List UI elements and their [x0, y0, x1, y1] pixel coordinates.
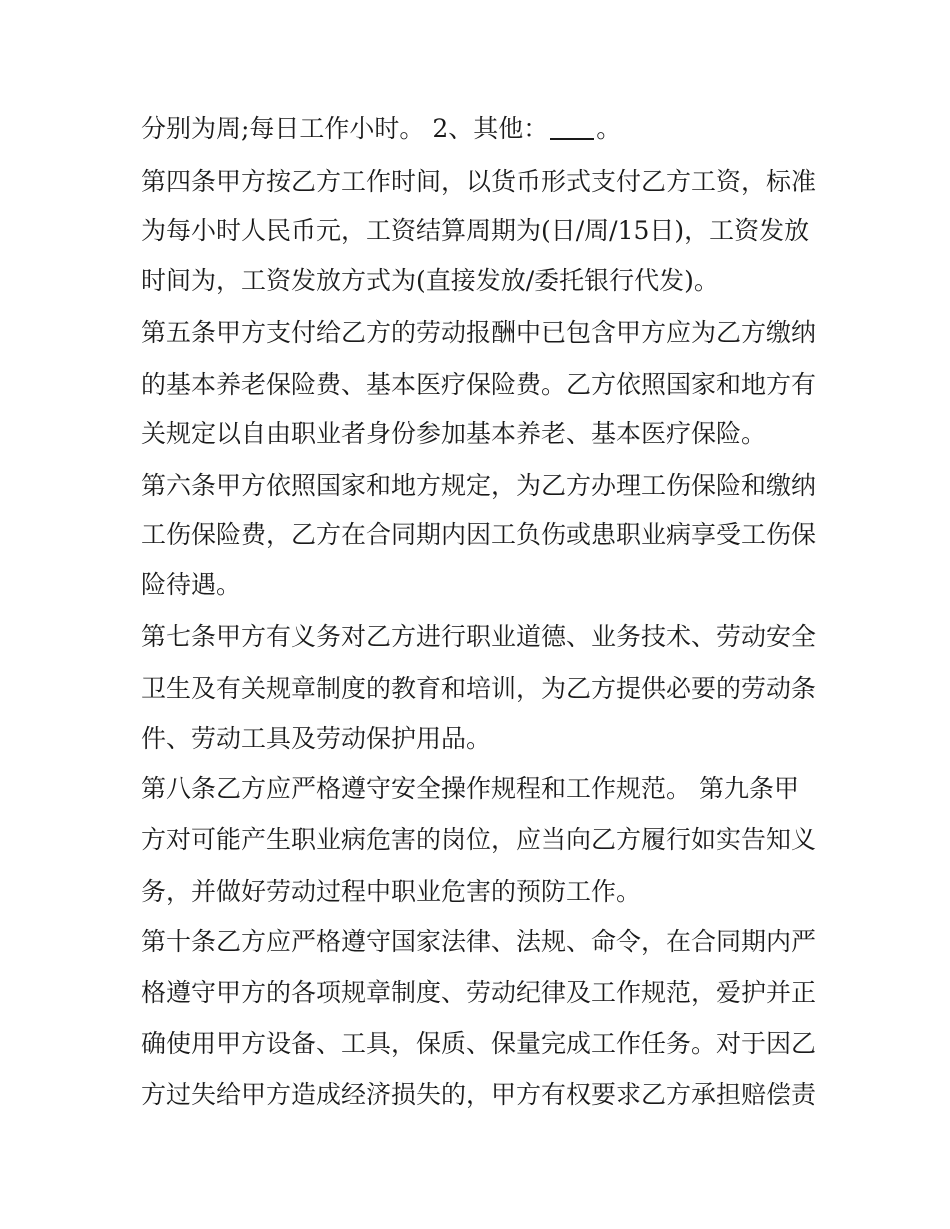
- text-line-19: 确使用甲方设备、工具，保质、保量完成工作任务。对于因乙: [141, 1029, 817, 1058]
- text-line-1: [141, 110, 821, 148]
- text-line-14: 第八条乙方应严格遵守安全操作规程和工作规范。 第九条甲: [141, 774, 799, 803]
- text-line-2: 第四条甲方按乙方工作时间，以货币形式支付乙方工资，标准: [141, 167, 817, 196]
- text-line-11: 第七条甲方有义务对乙方进行职业道德、业务技术、劳动安全: [141, 622, 817, 651]
- text-line-16: 务，并做好劳动过程中职业危害的预防工作。: [141, 877, 642, 906]
- text-line-6: 的基本养老保险费、基本医疗保险费。乙方依照国家和地方有: [141, 370, 817, 399]
- text-line-15: 方对可能产生职业病危害的岗位，应当向乙方履行如实告知义: [141, 825, 817, 854]
- text-line-8: 第六条甲方依照国家和地方规定，为乙方办理工伤保险和缴纳: [141, 471, 817, 500]
- text-line-7: 关规定以自由职业者身份参加基本养老、基本医疗保险。: [141, 419, 767, 448]
- text-line-3: 为每小时人民币元，工资结算周期为(日/周/15日)，工资发放: [141, 216, 810, 245]
- text-line-17: 第十条乙方应严格遵守国家法律、法规、命令，在合同期内严: [141, 927, 817, 956]
- text-line-18: 格遵守甲方的各项规章制度、劳动纪律及工作规范，爱护并正: [141, 978, 817, 1007]
- text-line-12: 卫生及有关规章制度的教育和培训，为乙方提供必要的劳动条: [141, 674, 817, 703]
- text-line-1-end: 。: [596, 114, 622, 143]
- fill-in-blank: [550, 138, 594, 140]
- text-line-13: 件、劳动工具及劳动保护用品。: [141, 724, 492, 753]
- text-line-10: 险待遇。: [141, 570, 242, 599]
- text-line-4: 时间为，工资发放方式为(直接发放/委托银行代发)。: [141, 266, 719, 295]
- text-line-1-start: 分别为周;每日工作小时。 2、其他：: [141, 114, 549, 143]
- text-line-9: 工伤保险费，乙方在合同期内因工负伤或患职业病享受工伤保: [141, 520, 817, 549]
- text-line-20: 方过失给甲方造成经济损失的，甲方有权要求乙方承担赔偿责: [141, 1080, 817, 1109]
- text-line-5: 第五条甲方支付给乙方的劳动报酬中已包含甲方应为乙方缴纳: [141, 318, 817, 347]
